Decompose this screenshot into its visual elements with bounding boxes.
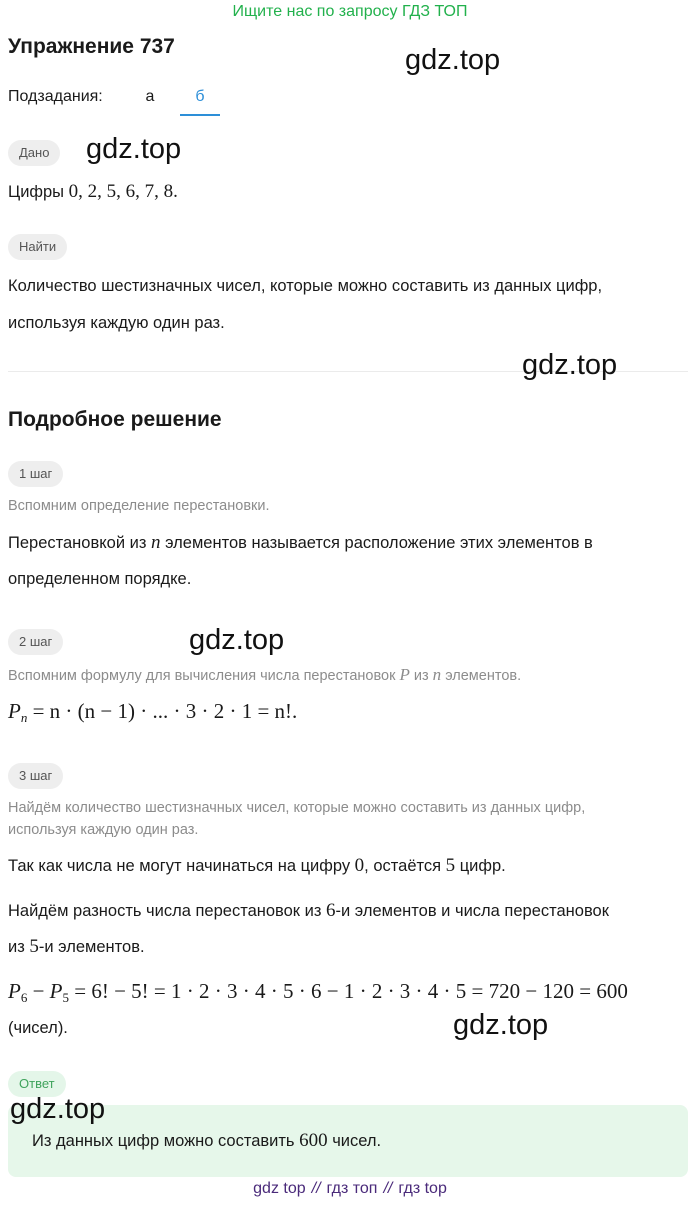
answer-box <box>8 1105 688 1177</box>
step-1-line-1-suffix: элементов называется расположение этих элементов в <box>160 534 593 552</box>
given-prefix: Цифры <box>8 183 69 201</box>
answer-text <box>32 1123 381 1159</box>
answer-prefix: Из данных цифр можно составить <box>32 1132 300 1150</box>
difference-formula-body: = 6! − 5! = 1 · 2 · 3 · 4 · 5 · 6 − 1 · 2 · 3 · 4 · 5 = 720 − 120 = 600 <box>74 979 628 1003</box>
permutation-formula <box>8 699 297 726</box>
given-digits: 0, 2, 5, 6, 7, 8. <box>68 181 178 202</box>
step-2-hint-suffix: элементов. <box>441 668 522 684</box>
find-chip: Найти <box>8 234 67 260</box>
step-2-chip: 2 шаг <box>8 629 63 655</box>
given-chip: Дано <box>8 140 60 166</box>
subtasks-label: Подзадания: <box>8 88 103 105</box>
watermark: gdz.top <box>10 1093 106 1125</box>
digit-five-2: 5 <box>29 936 39 957</box>
step-3-chip: 3 шаг <box>8 763 63 789</box>
digit-zero: 0 <box>354 855 365 876</box>
formula-p6-sub: 6 <box>20 990 28 1005</box>
footer-links <box>0 1180 700 1198</box>
watermark: gdz.top <box>189 624 285 656</box>
formula-p5: P <box>49 979 63 1003</box>
given-text <box>8 174 178 210</box>
step-2-hint-prefix: Вспомним формулу для вычисления числа перестановок <box>8 668 400 684</box>
digit-six: 6 <box>325 900 336 921</box>
page-title: Упражнение 737 <box>8 35 175 58</box>
formula-body: = n · (n − 1) · ... · 3 · 2 · 1 = n!. <box>32 699 298 723</box>
step-3-line-1-suffix: цифр. <box>455 857 506 875</box>
answer-number: 600 <box>299 1130 328 1151</box>
footer-link-2[interactable]: гдз топ <box>326 1180 378 1197</box>
find-line-2: используя каждую один раз. <box>8 314 225 332</box>
answer-chip: Ответ <box>8 1071 66 1097</box>
tab-a[interactable]: а <box>145 88 155 105</box>
formula-p: P <box>8 699 21 723</box>
step-3-line-2-prefix: Найдём разность числа перестановок из <box>8 902 326 920</box>
watermark: gdz.top <box>453 1009 549 1041</box>
step-1-hint: Вспомним определение перестановки. <box>8 498 270 514</box>
step-3-line-1-prefix: Так как числа не могут начинаться на цифру <box>8 857 355 875</box>
formula-p6: P <box>8 979 21 1003</box>
digit-five: 5 <box>445 855 456 876</box>
step-3-line-3-suffix: -и элементов. <box>38 938 145 956</box>
formula-p-sub: n <box>20 710 28 725</box>
step-3-line-3 <box>8 929 145 965</box>
step-2-hint <box>8 663 521 688</box>
subtasks-bar <box>8 84 228 116</box>
watermark: gdz.top <box>405 44 501 76</box>
step-3-line-1 <box>8 848 506 884</box>
tab-b[interactable]: б <box>180 84 220 116</box>
step-3-line-2 <box>8 893 609 929</box>
find-line-1: Количество шестизначных чисел, которые можно составить из данных цифр, <box>8 277 603 295</box>
footer-link-3[interactable]: гдз top <box>398 1180 447 1197</box>
step-1-line-1-prefix: Перестановкой из <box>8 534 151 552</box>
step-1-line-2: определенном порядке. <box>8 570 192 588</box>
step-2-hint-mid: из <box>409 668 433 684</box>
watermark: gdz.top <box>86 133 182 165</box>
footer-separator: // <box>311 1180 321 1197</box>
step-3-line-3-prefix: из <box>8 938 30 956</box>
step-1-line-1 <box>8 525 593 561</box>
var-n: n <box>151 532 161 553</box>
var-p: P <box>399 665 410 684</box>
solution-title: Подробное решение <box>8 408 222 431</box>
footer-separator: // <box>383 1180 393 1197</box>
search-banner: Ищите нас по запросу ГДЗ ТОП <box>232 3 468 20</box>
step-3-hint-line-1: Найдём количество шестизначных чисел, которые можно составить из данных цифр, <box>8 800 586 816</box>
formula-p5-sub: 5 <box>62 990 69 1005</box>
step-1-chip: 1 шаг <box>8 461 63 487</box>
step-3-hint-line-2: используя каждую один раз. <box>8 822 199 838</box>
step-3-line-2-suffix: -и элементов и числа перестановок <box>335 902 609 920</box>
difference-formula: $P_6 - P_5 = 6$! − 5! = 1 · 2 · 3 · 4 · 5 · 6 − 1 · 2 · 3 · 4 · 5 = 720 − 120 = 600 <box>8 979 628 1005</box>
step-3-line-1-mid: , остаётся <box>364 857 446 875</box>
footer-link-1[interactable]: gdz top <box>253 1180 306 1197</box>
answer-suffix: чисел. <box>327 1132 382 1150</box>
units-text: (чисел). <box>8 1019 68 1037</box>
watermark: gdz.top <box>522 349 618 381</box>
var-n-hint: n <box>432 665 442 684</box>
